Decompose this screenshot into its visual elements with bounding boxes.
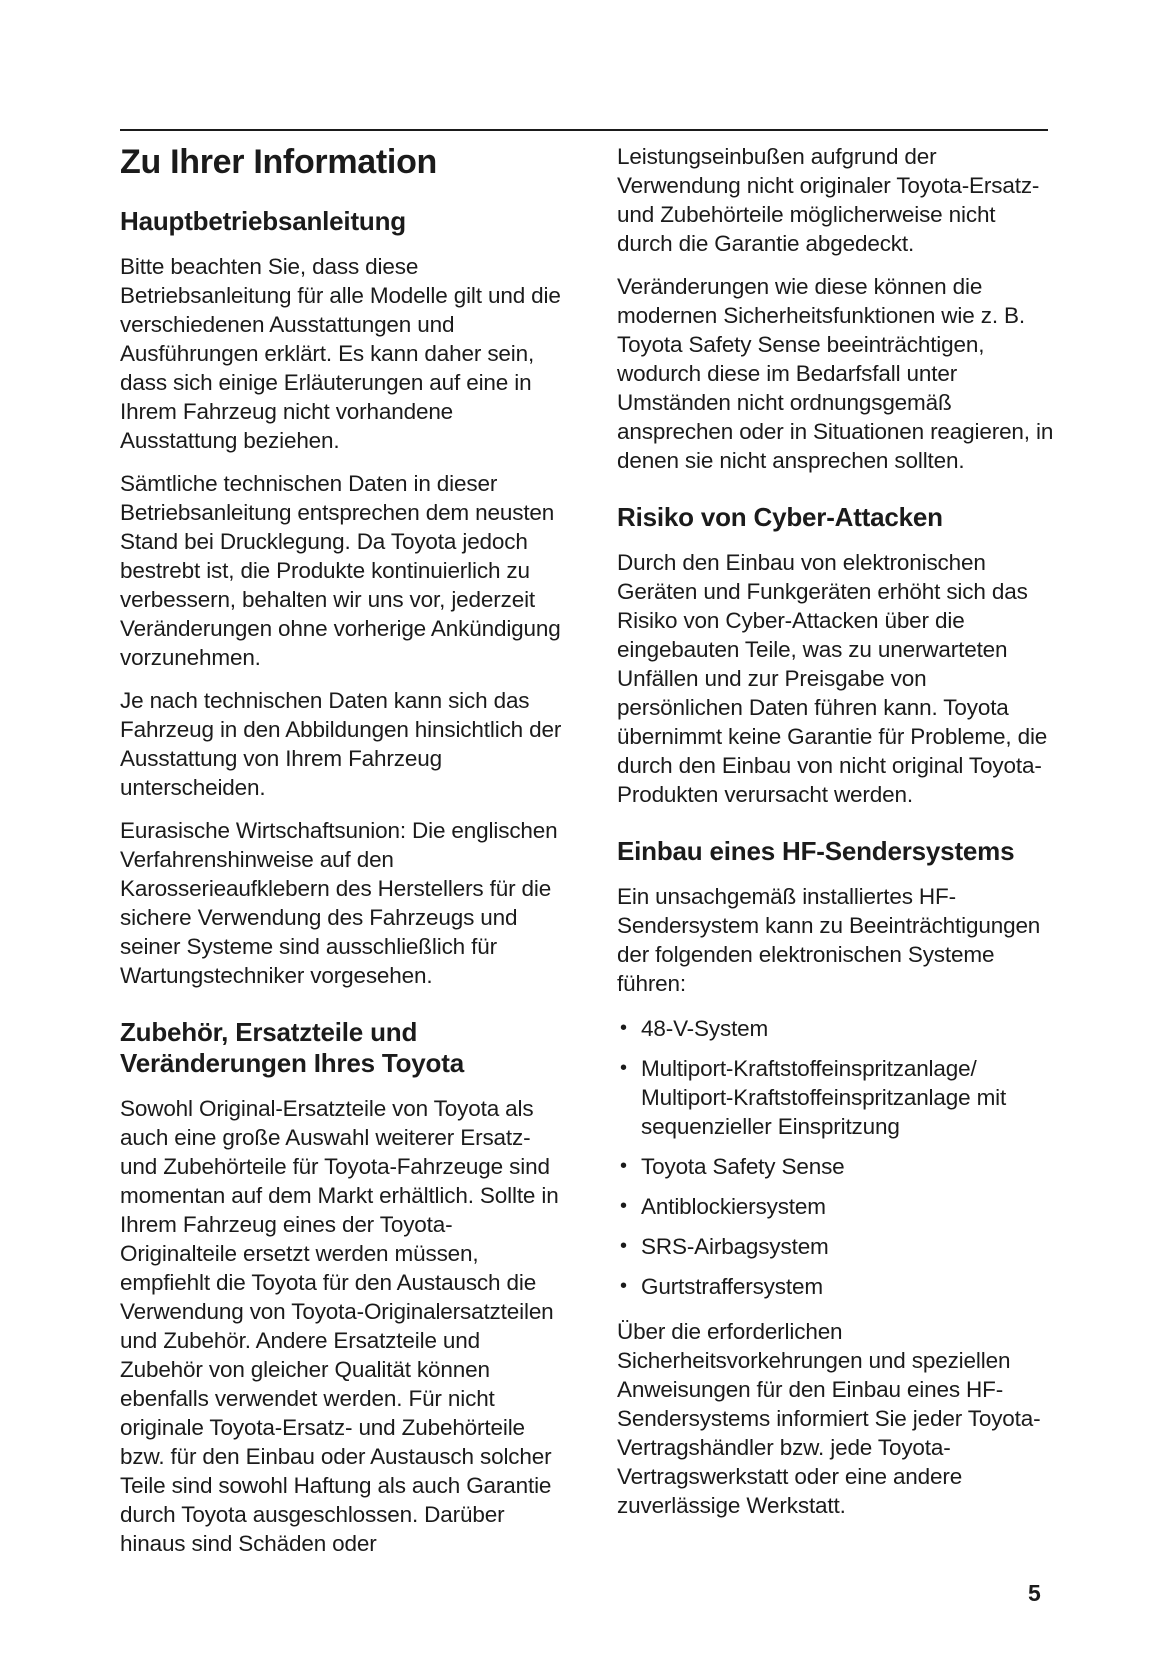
paragraph: Durch den Einbau von elektronischen Geräten und Funkgeräten erhöht sich das Risiko von Cyber-Attacken über die eingebauten Teile, was zu unerwarteten Unfällen und zur Preisgabe von persönlichen Daten führen kann. Toyota übernimmt keine Garantie für Probleme, die durch den Einbau von nicht original Toyota-Produkten verursacht werden. (617, 550, 1048, 807)
left-column (120, 142, 562, 1558)
header-rule (120, 129, 1048, 131)
paragraph: Sowohl Original-Ersatzteile von Toyota als auch eine große Auswahl weiterer Ersatz- und Zubehörteile für Toyota-Fahrzeuge sind momentan auf dem Markt erhältlich. Sollte in Ihrem Fahrzeug eines der Toyota-Originalteile ersetzt werden müssen, empfiehlt die Toyota für den Austausch die Verwendung von Toyota-Originalersatzteilen und Zubehör. Andere Ersatzteile und Zubehör von gleicher Qualität können ebenfalls verwendet werden. Für nicht originale Toyota-Ersatz- und Zubehörteile bzw. für den Einbau oder Austausch solcher Teile sind sowohl Haftung als auch Garantie durch Toyota ausgeschlossen. Darüber hinaus sind Schäden oder (120, 1096, 559, 1556)
list-item: • Gurtstraffersystem (617, 1272, 1054, 1301)
page-number: 5 (1028, 1580, 1041, 1606)
paragraph: Sämtliche technischen Daten in dieser Betriebsanleitung entsprechen dem neusten Stand bei Drucklegung. Da Toyota jedoch bestrebt ist, die Produkte kontinuierlich zu verbessern, behalten wir uns vor, jederzeit Veränderungen ohne vorherige Ankündigung vorzunehmen. (120, 471, 561, 670)
right-column (617, 142, 1054, 1520)
paragraph: Eurasische Wirtschaftsunion: Die englischen Verfahrenshinweise auf den Karosserieaufklebern des Herstellers für die sichere Verwendung des Fahrzeugs und seiner Systeme sind ausschließlich für Wartungstechniker vorgesehen. (120, 818, 558, 988)
list-item: • Toyota Safety Sense (617, 1152, 1054, 1181)
list-item: • Antiblockiersystem (617, 1192, 1054, 1221)
page-title: Zu Ihrer Information (120, 143, 438, 181)
paragraph: Über die erforderlichen Sicherheitsvorkehrungen und speziellen Anweisungen für den Einbau eines HF-Sendersystems informiert Sie jeder Toyota-Vertragshändler bzw. jede Toyota-Vertragswerkstatt oder eine andere zuverlässige Werkstatt. (617, 1319, 1041, 1518)
section-heading-zubehoer: Zubehör, Ersatzteile und Veränderungen Ihres Toyota (120, 1017, 464, 1078)
list-item: • SRS-Airbagsystem (617, 1232, 1054, 1261)
paragraph: Ein unsachgemäß installiertes HF-Sendersystem kann zu Beeinträchtigungen der folgenden elektronischen Systeme führen: (617, 884, 1041, 996)
paragraph: Veränderungen wie diese können die modernen Sicherheitsfunktionen wie z. B. Toyota Safety Sense beeinträchtigen, wodurch diese im Bedarfsfall unter Umständen nicht ordnungsgemäß ansprechen oder in Situationen reagieren, in denen sie nicht ansprechen sollten. (617, 274, 1054, 473)
list-item: • 48-V-System (617, 1014, 1054, 1043)
section-heading-cyber-attacken: Risiko von Cyber-Attacken (617, 502, 943, 532)
section-heading-hauptbetriebsanleitung: Hauptbetriebsanleitung (120, 206, 406, 236)
paragraph: Leistungseinbußen aufgrund der Verwendung nicht originaler Toyota-Ersatz- und Zubehörteile möglicherweise nicht durch die Garantie abgedeckt. (617, 144, 1040, 256)
hf-affected-systems-list (617, 1014, 1054, 1301)
section-heading-hf-sendersystem: Einbau eines HF-Sendersystems (617, 836, 1015, 866)
list-item: • Multiport-Kraftstoffeinspritzanlage/ Multiport-Kraftstoffeinspritzanlage mit sequenzieller Einspritzung (617, 1054, 1054, 1141)
paragraph: Bitte beachten Sie, dass diese Betriebsanleitung für alle Modelle gilt und die verschiedenen Ausstattungen und Ausführungen erklärt. Es kann daher sein, dass sich einige Erläuterungen auf eine in Ihrem Fahrzeug nicht vorhandene Ausstattung beziehen. (120, 254, 561, 453)
paragraph: Je nach technischen Daten kann sich das Fahrzeug in den Abbildungen hinsichtlich der Ausstattung von Ihrem Fahrzeug unterscheiden. (120, 688, 562, 800)
